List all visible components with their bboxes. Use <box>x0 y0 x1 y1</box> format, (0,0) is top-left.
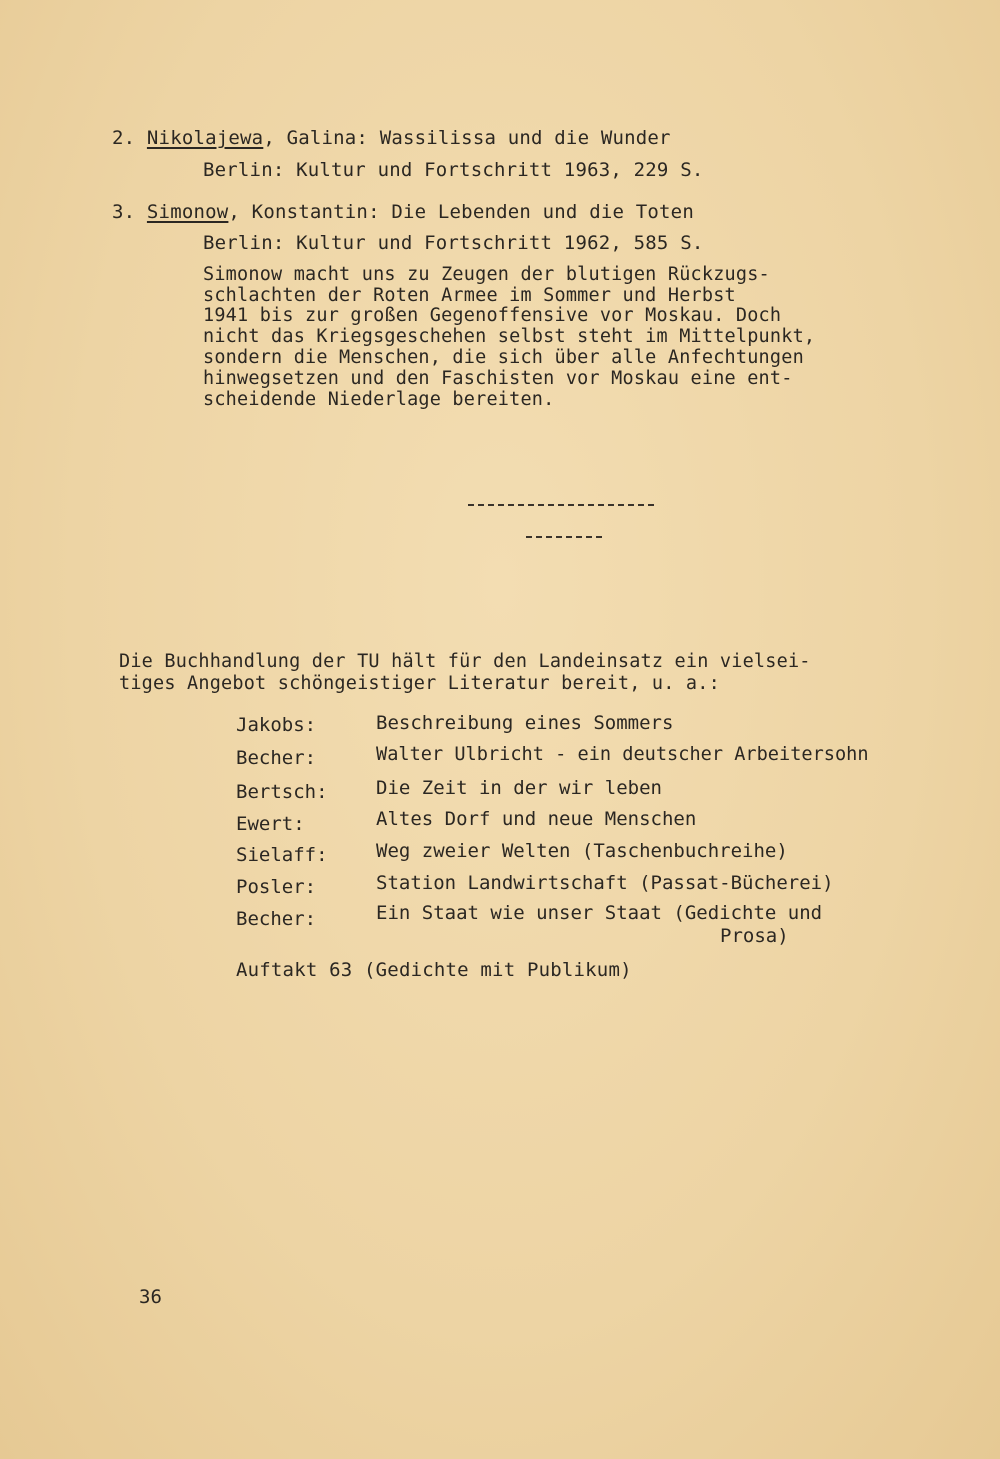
book-author: Sielaff: <box>236 844 328 866</box>
book-title: Ein Staat wie unser Staat (Gedichte und <box>376 902 823 924</box>
entry-author-rest: , Konstantin: Die Lebenden und die Toten <box>228 201 694 223</box>
separator-short <box>526 536 602 538</box>
book-author: Ewert: <box>236 813 305 835</box>
entry-number: 3. <box>112 201 136 223</box>
book-author: Bertsch: <box>236 781 328 803</box>
book-author: Becher: <box>236 908 317 930</box>
page-number: 36 <box>139 1286 162 1308</box>
entry-3-heading <box>112 202 694 223</box>
book-title-continuation: Prosa) <box>720 925 789 947</box>
description-line: schlachten der Roten Armee im Sommer und Herbst <box>203 285 736 306</box>
book-title: Beschreibung eines Sommers <box>376 712 674 734</box>
description-line: nicht das Kriegsgeschehen selbst steht im Mittelpunkt, <box>203 326 816 347</box>
book-author: Posler: <box>236 876 317 898</box>
description-line: scheidende Niederlage bereiten. <box>203 389 555 410</box>
entry-author: Simonow <box>146 201 229 223</box>
description-line: Simonow macht uns zu Zeugen der blutigen Rückzugs- <box>203 264 770 285</box>
book-title: Weg zweier Welten (Taschenbuchreihe) <box>376 840 788 862</box>
separator-long <box>468 504 654 506</box>
entry-author: Nikolajewa <box>146 127 264 149</box>
book-title: Walter Ulbricht - ein deutscher Arbeitersohn <box>376 744 869 765</box>
entry-number: 2. <box>112 127 136 149</box>
entry-2-heading <box>112 128 671 149</box>
entry-2-publication: Berlin: Kultur und Fortschritt 1963, 229 S. <box>203 159 704 181</box>
book-title: Altes Dorf und neue Menschen <box>376 808 697 830</box>
description-line: sondern die Menschen, die sich über alle Anfechtungen <box>203 347 804 368</box>
description-line: 1941 bis zur großen Gegenoffensive vor Moskau. Doch <box>203 305 782 326</box>
description-line: hinwegsetzen und den Faschisten vor Moskau eine ent- <box>203 368 793 389</box>
book-title: Die Zeit in der wir leben <box>376 777 662 799</box>
book-author: Becher: <box>236 747 317 769</box>
closing-line: Auftakt 63 (Gedichte mit Publikum) <box>236 959 632 981</box>
intro-line: tiges Angebot schöngeistiger Literatur bereit, u. a.: <box>119 673 720 694</box>
entry-3-publication: Berlin: Kultur und Fortschritt 1962, 585 S. <box>203 232 704 254</box>
book-author: Jakobs: <box>236 714 317 736</box>
entry-author-rest: , Galina: Wassilissa und die Wunder <box>263 127 671 149</box>
book-title: Station Landwirtschaft (Passat-Bücherei) <box>376 872 834 894</box>
intro-line: Die Buchhandlung der TU hält für den Landeinsatz ein vielsei- <box>119 651 811 672</box>
